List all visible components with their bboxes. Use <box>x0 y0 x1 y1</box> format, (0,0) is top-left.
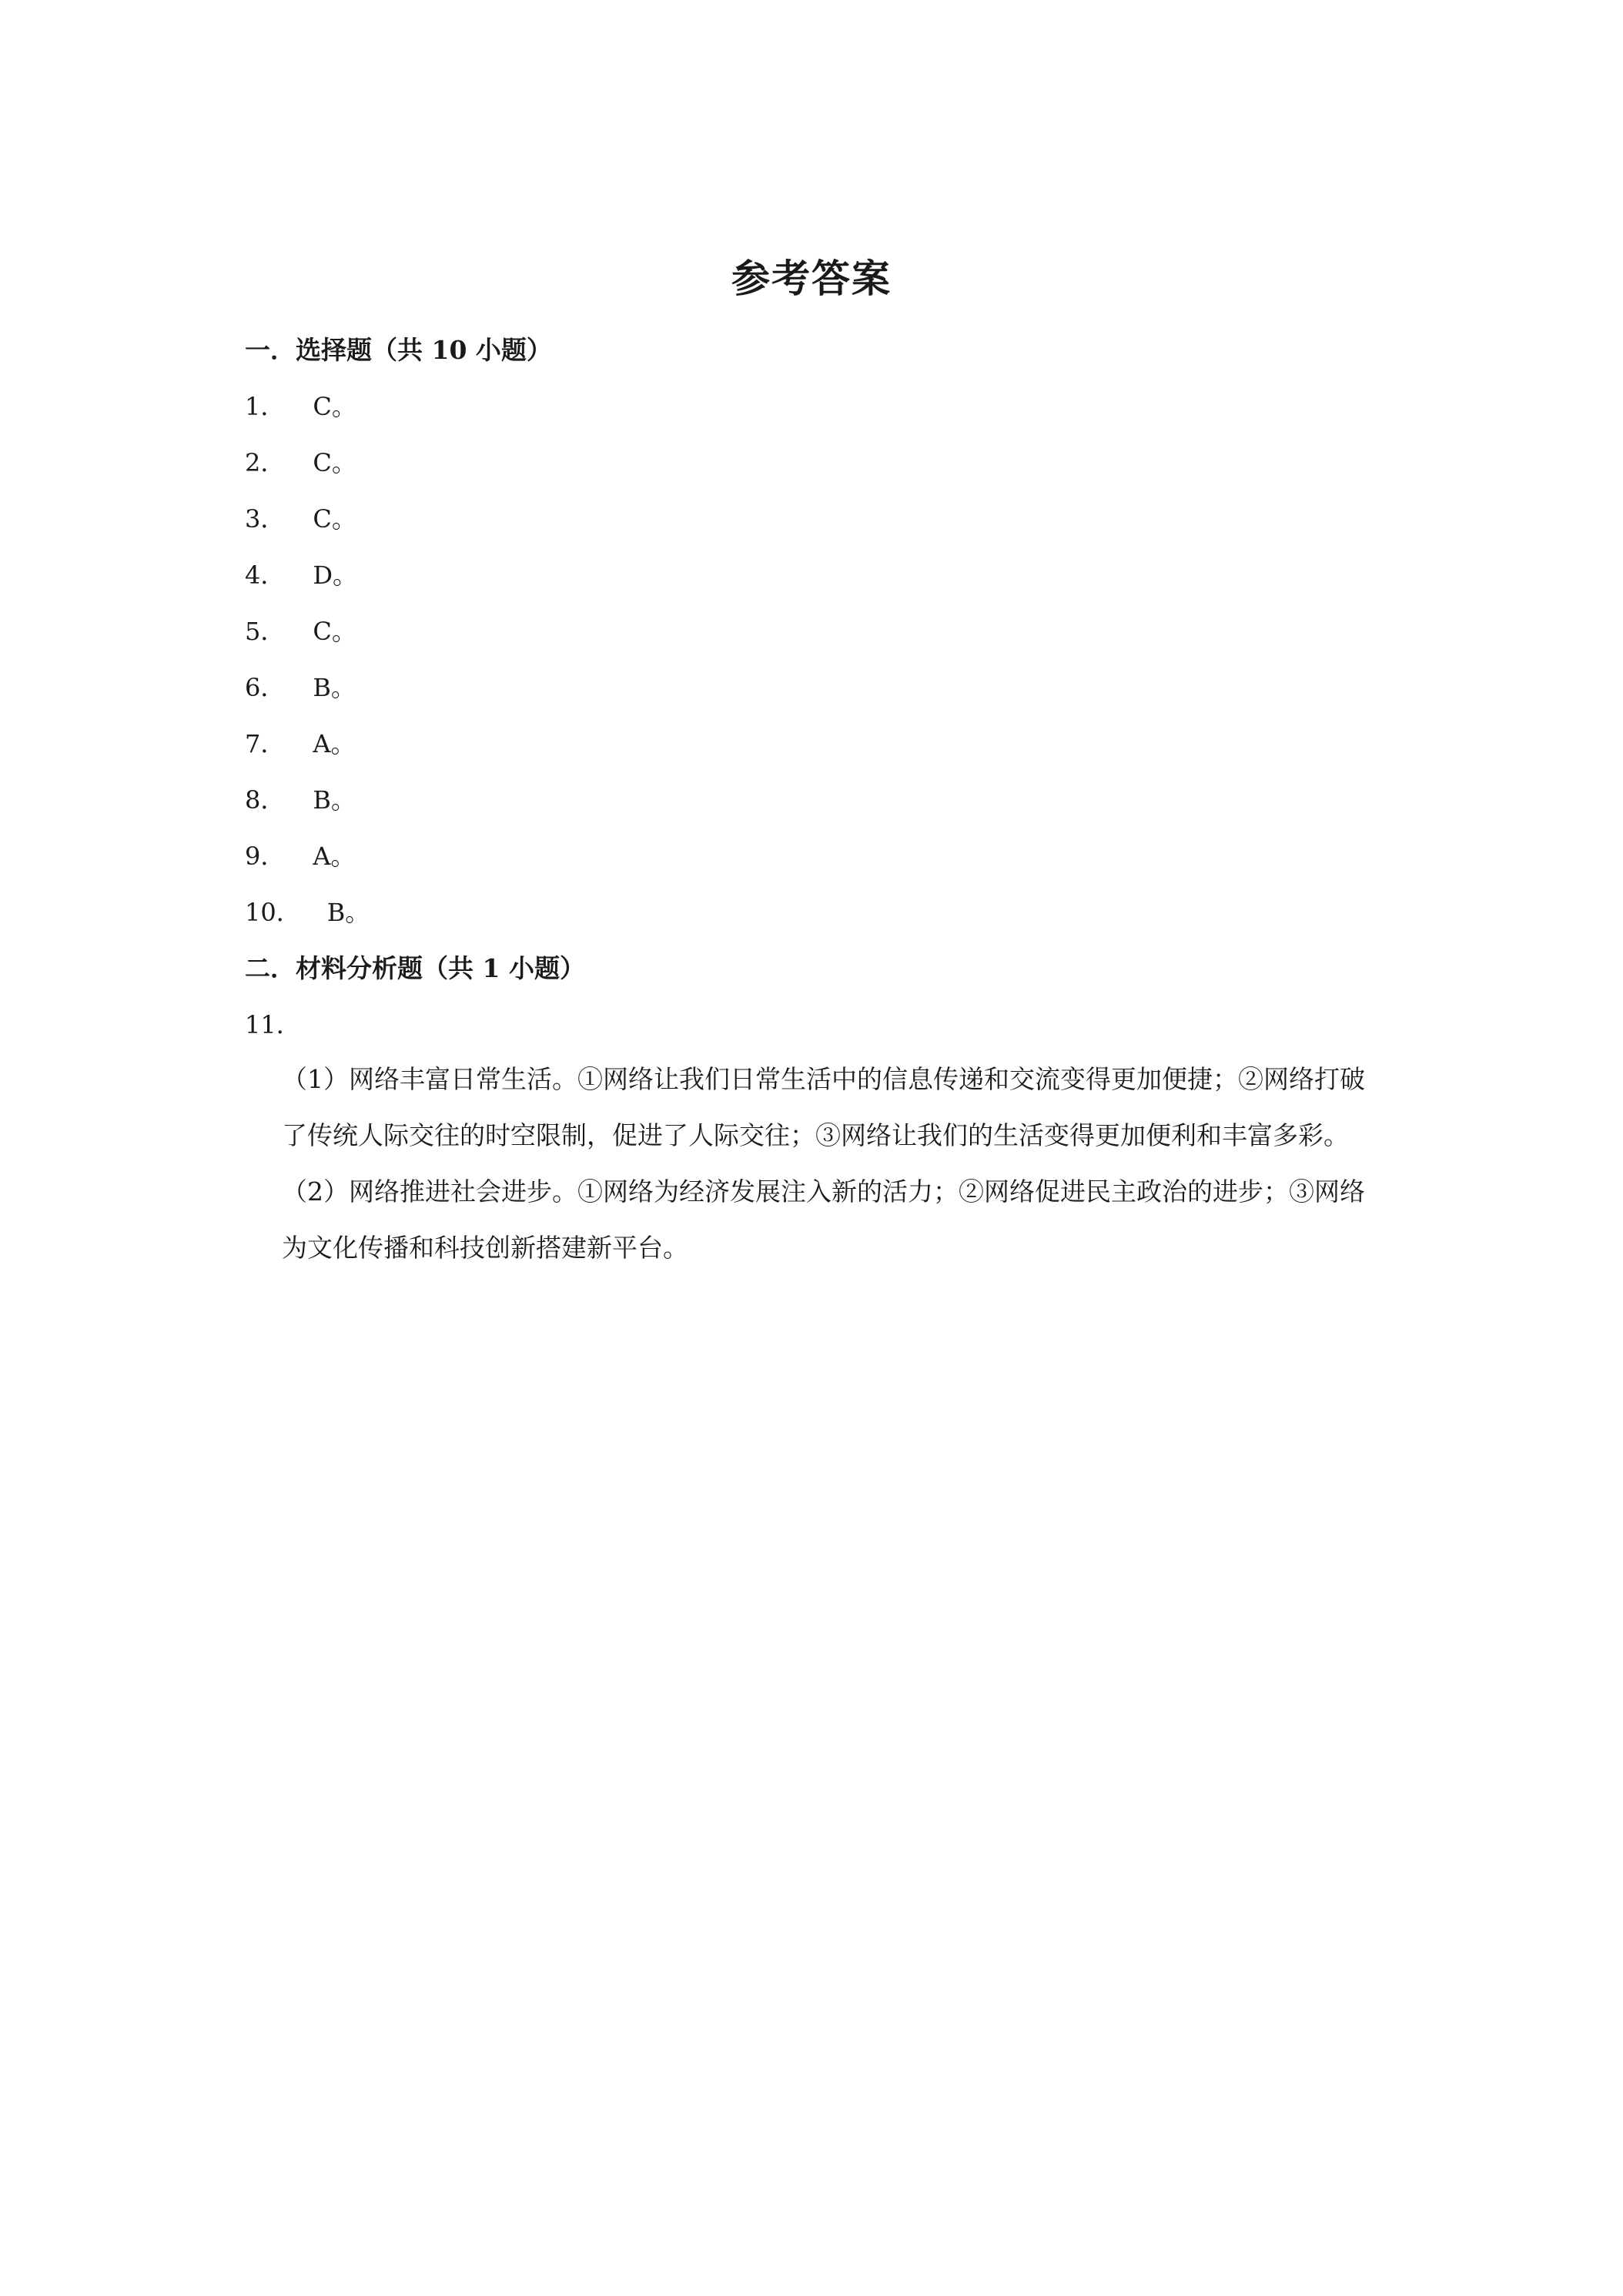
answer-number: 6． <box>245 673 286 702</box>
answer-value: A。 <box>313 842 356 871</box>
answer-part-2: （2）网络推进社会进步。①网络为经济发展注入新的活力；②网络促进民主政治的进步；③网络为文化传播和科技创新搭建新平台。 <box>282 1176 1365 1263</box>
section-heading-multiple-choice: 一．选择题（共 10 小题） <box>245 335 552 365</box>
answer-value: B。 <box>313 673 356 702</box>
answer-row <box>245 500 356 538</box>
answer-value: C。 <box>313 617 356 646</box>
answer-row <box>245 837 356 875</box>
section-heading-material-analysis: 二．材料分析题（共 1 小题） <box>245 953 585 983</box>
answer-row <box>245 725 356 763</box>
answer-row <box>245 387 356 426</box>
answer-number: 7． <box>245 729 286 758</box>
page-title: 参考答案 <box>731 256 892 301</box>
answer-number: 3． <box>245 504 286 534</box>
answer-number: 5． <box>245 617 286 646</box>
answer-value: C。 <box>313 448 356 477</box>
answer-part-1: （1）网络丰富日常生活。①网络让我们日常生活中的信息传递和交流变得更加便捷；②网络打破了传统人际交往的时空限制，促进了人际交往；③网络让我们的生活变得更加便利和丰富多彩。 <box>282 1064 1365 1150</box>
answer-value: D。 <box>313 561 358 590</box>
answer-row <box>245 668 356 707</box>
answer-row <box>245 612 356 651</box>
answer-value: B。 <box>326 898 370 927</box>
answer-value: C。 <box>313 504 356 534</box>
answer-row <box>245 443 356 482</box>
material-answer <box>282 1051 1383 1276</box>
answer-number: 2． <box>245 448 286 477</box>
answer-value: A。 <box>313 729 356 758</box>
answer-number: 1． <box>245 392 286 421</box>
answer-number: 8． <box>245 785 286 815</box>
answer-value: C。 <box>313 392 356 421</box>
answer-row <box>245 893 370 932</box>
answer-row <box>245 556 357 594</box>
answer-number: 9． <box>245 842 286 871</box>
answer-row <box>245 781 356 819</box>
answer-value: B。 <box>313 785 356 815</box>
answer-number: 10． <box>245 898 301 927</box>
question-number: 11． <box>245 1010 301 1039</box>
answer-number: 4． <box>245 561 286 590</box>
